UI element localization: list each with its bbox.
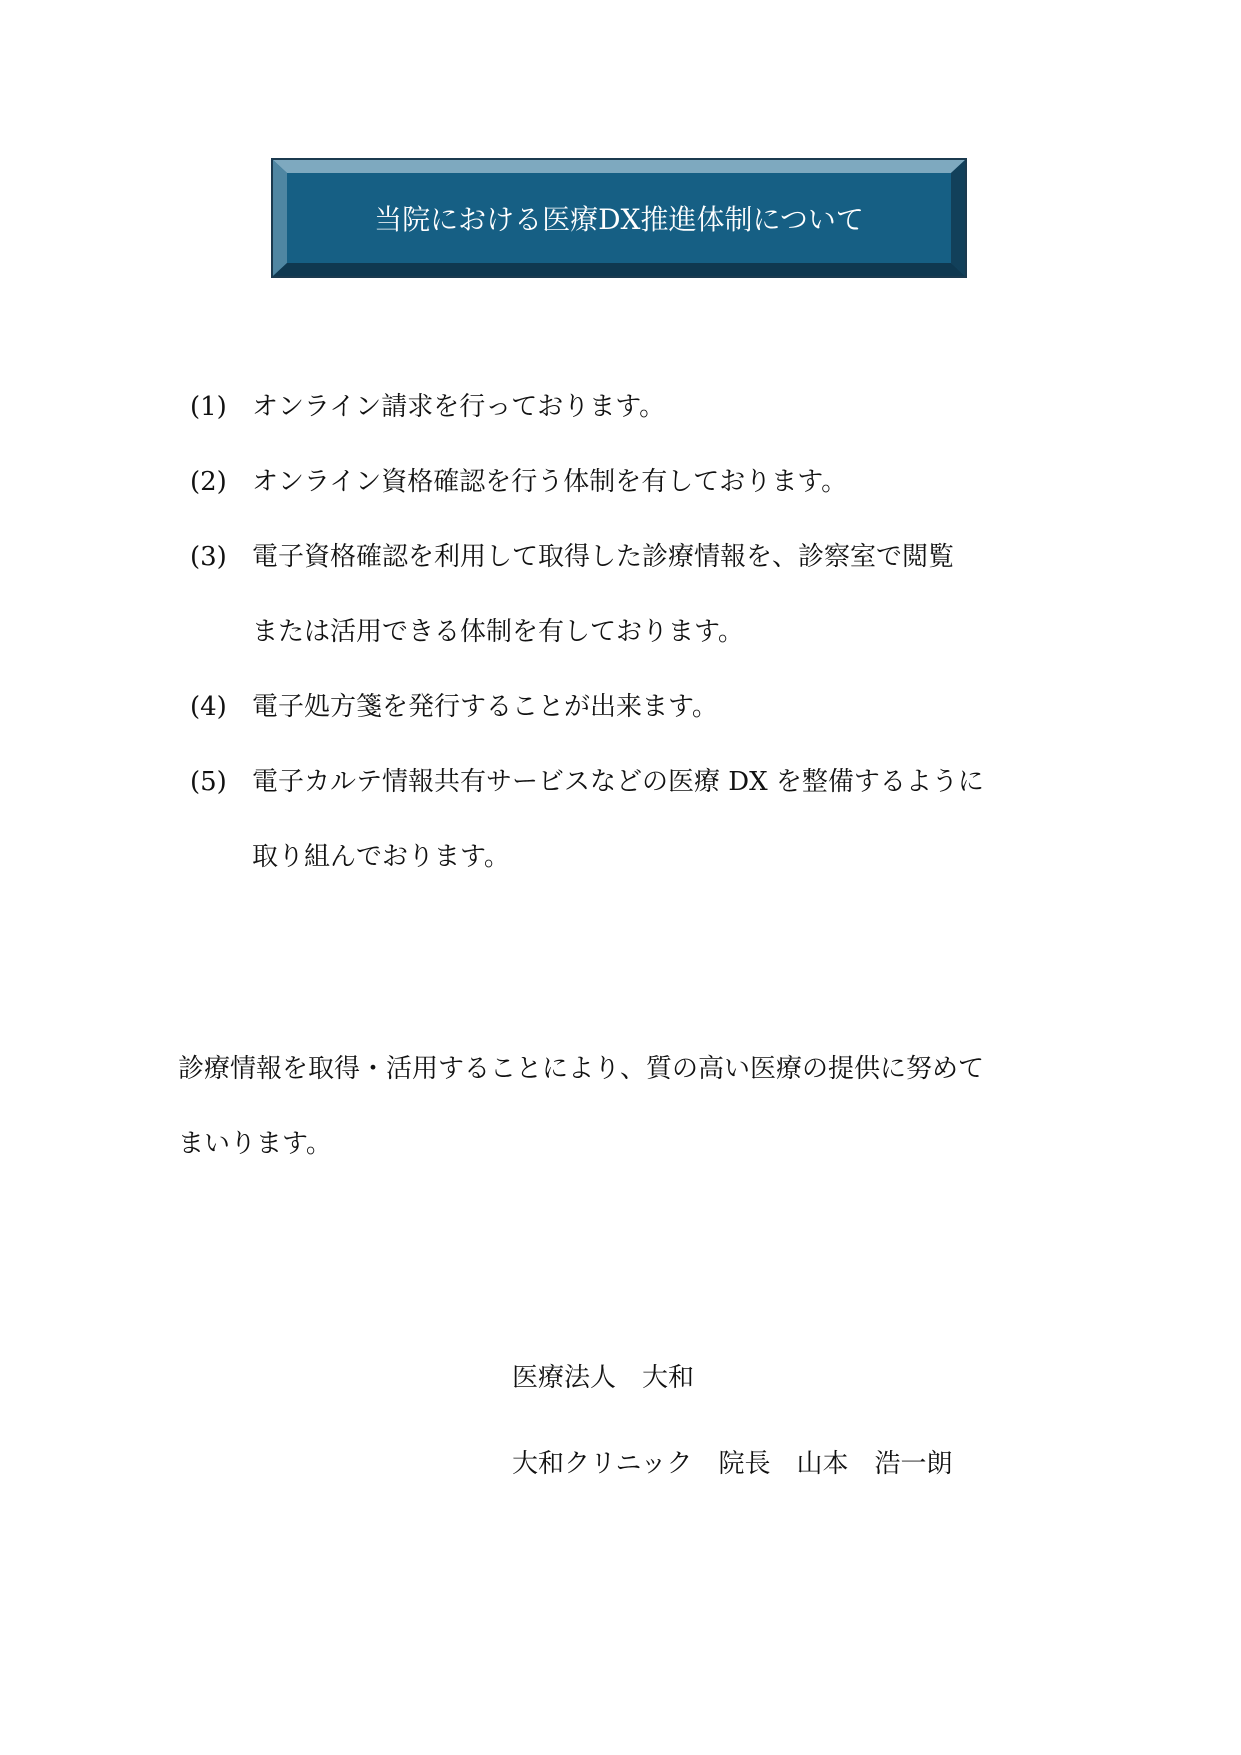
list-item-text: 電子資格確認を利用して取得した診療情報を、診察室で閲覧 (252, 542, 955, 572)
list-item (190, 745, 1090, 895)
list-item-text-continued: または活用できる体制を有しております。 (252, 617, 744, 647)
closing-line: まいります。 (178, 1129, 332, 1159)
title-inner-panel (287, 173, 951, 263)
list-item-text: 電子カルテ情報共有サービスなどの医療 DX を整備するように (252, 767, 984, 797)
list-item-number: (5) (190, 767, 227, 797)
list-item-text: 電子処方箋を発行することが出来ます。 (252, 692, 718, 722)
page-title: 当院における医療DX推進体制について (374, 203, 864, 236)
list-item-number: (2) (190, 467, 227, 497)
list-item-text-continued: 取り組んでおります。 (252, 842, 510, 872)
clinic-director-line: 大和クリニック 院長 山本 浩一朗 (512, 1449, 953, 1479)
list-item-text: オンライン請求を行っております。 (252, 392, 666, 422)
closing-statement (178, 1032, 1078, 1182)
list-item (190, 520, 1090, 670)
title-banner (271, 158, 967, 278)
closing-line: 診療情報を取得・活用することにより、質の高い医療の提供に努めて (178, 1054, 985, 1084)
list-item (190, 670, 1090, 745)
list-item-number: (3) (190, 542, 227, 572)
list-item-text: オンライン資格確認を行う体制を有しております。 (252, 467, 848, 497)
list-item (190, 370, 1090, 445)
signature-block (512, 1335, 1072, 1507)
organization-name: 医療法人 大和 (512, 1363, 695, 1393)
list-item-number: (1) (190, 392, 227, 422)
dx-measures-list (190, 370, 1090, 895)
list-item-number: (4) (190, 692, 227, 722)
list-item (190, 445, 1090, 520)
